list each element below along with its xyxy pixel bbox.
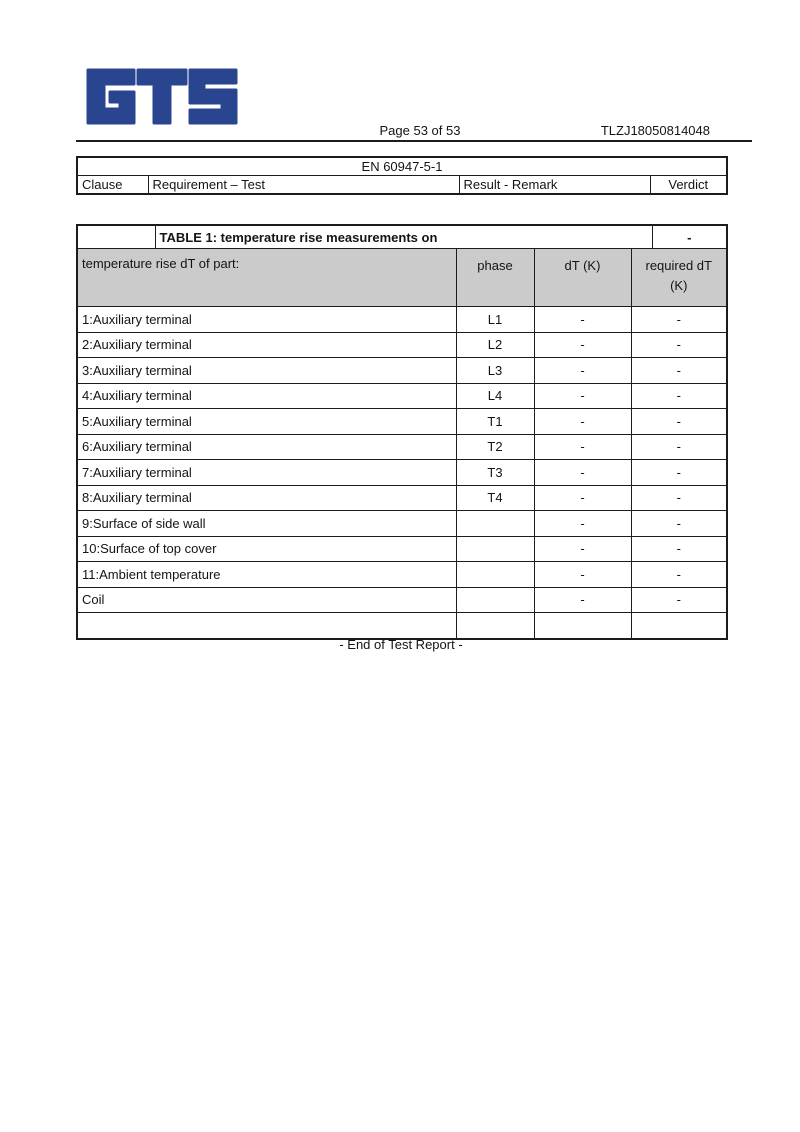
table-row [77, 383, 727, 409]
part-cell: 9:Surface of side wall [77, 511, 456, 537]
required-dt-cell: - [631, 409, 727, 435]
temperature-table-verdict: - [652, 225, 727, 249]
dt-cell: - [534, 562, 631, 588]
col-header-result: Result - Remark [459, 176, 650, 195]
temp-header-dt: dT (K) [534, 249, 631, 307]
table-row [77, 307, 727, 333]
col-header-requirement: Requirement – Test [148, 176, 459, 195]
required-dt-cell: - [631, 587, 727, 613]
dt-cell: - [534, 307, 631, 333]
table-row [77, 409, 727, 435]
required-dt-cell: - [631, 460, 727, 486]
phase-cell [456, 562, 534, 588]
gts-logo-letters [88, 70, 236, 123]
required-dt-cell: - [631, 434, 727, 460]
dt-cell [534, 613, 631, 639]
dt-cell: - [534, 485, 631, 511]
required-dt-cell [631, 613, 727, 639]
title-row-empty-cell [77, 225, 155, 249]
dt-cell: - [534, 383, 631, 409]
phase-cell: L4 [456, 383, 534, 409]
part-cell: 1:Auxiliary terminal [77, 307, 456, 333]
part-cell: 10:Surface of top cover [77, 536, 456, 562]
standard-title: EN 60947-5-1 [77, 157, 727, 176]
temperature-table-title: TABLE 1: temperature rise measurements on [155, 225, 652, 249]
phase-cell [456, 587, 534, 613]
gts-logo [86, 68, 238, 125]
temp-header-phase: phase [456, 249, 534, 307]
page-number-label: Page 53 of 53 [379, 123, 461, 138]
table-row [77, 485, 727, 511]
temperature-table-title-row [76, 224, 728, 250]
temp-header-required-line1: required dT [645, 258, 712, 273]
temperature-table [76, 248, 728, 640]
table-row [77, 434, 727, 460]
temp-header-part: temperature rise dT of part: [77, 249, 456, 307]
dt-cell: - [534, 434, 631, 460]
temperature-table-body [77, 307, 727, 639]
dt-cell: - [534, 587, 631, 613]
part-cell: 5:Auxiliary terminal [77, 409, 456, 435]
dt-cell: - [534, 409, 631, 435]
part-cell: 4:Auxiliary terminal [77, 383, 456, 409]
required-dt-cell: - [631, 332, 727, 358]
phase-cell: T2 [456, 434, 534, 460]
standard-header-table [76, 156, 728, 195]
part-cell: 11:Ambient temperature [77, 562, 456, 588]
phase-cell: L3 [456, 358, 534, 384]
dt-cell: - [534, 332, 631, 358]
dt-cell: - [534, 536, 631, 562]
dt-cell: - [534, 460, 631, 486]
table-row [77, 460, 727, 486]
header-rule [76, 140, 752, 142]
phase-cell: L2 [456, 332, 534, 358]
required-dt-cell: - [631, 358, 727, 384]
col-header-verdict: Verdict [650, 176, 727, 195]
part-cell: 2:Auxiliary terminal [77, 332, 456, 358]
phase-cell: L1 [456, 307, 534, 333]
required-dt-cell: - [631, 536, 727, 562]
required-dt-cell: - [631, 307, 727, 333]
phase-cell: T4 [456, 485, 534, 511]
phase-cell [456, 511, 534, 537]
col-header-clause: Clause [77, 176, 148, 195]
table-row [77, 613, 727, 639]
table-row [77, 587, 727, 613]
required-dt-cell: - [631, 383, 727, 409]
part-cell: 3:Auxiliary terminal [77, 358, 456, 384]
table-row [77, 536, 727, 562]
table-row [77, 562, 727, 588]
table-row [77, 511, 727, 537]
end-of-report-label: - End of Test Report - [339, 637, 463, 652]
phase-cell: T3 [456, 460, 534, 486]
table-row [77, 332, 727, 358]
phase-cell: T1 [456, 409, 534, 435]
temp-header-required-line2: (K) [670, 278, 688, 293]
part-cell: 7:Auxiliary terminal [77, 460, 456, 486]
phase-cell [456, 536, 534, 562]
table-row [77, 358, 727, 384]
report-number-label: TLZJ18050814048 [600, 123, 710, 138]
part-cell: 6:Auxiliary terminal [77, 434, 456, 460]
dt-cell: - [534, 511, 631, 537]
required-dt-cell: - [631, 511, 727, 537]
dt-cell: - [534, 358, 631, 384]
temp-header-required [631, 249, 727, 307]
phase-cell [456, 613, 534, 639]
part-cell [77, 613, 456, 639]
required-dt-cell: - [631, 562, 727, 588]
required-dt-cell: - [631, 485, 727, 511]
part-cell: 8:Auxiliary terminal [77, 485, 456, 511]
part-cell: Coil [77, 587, 456, 613]
